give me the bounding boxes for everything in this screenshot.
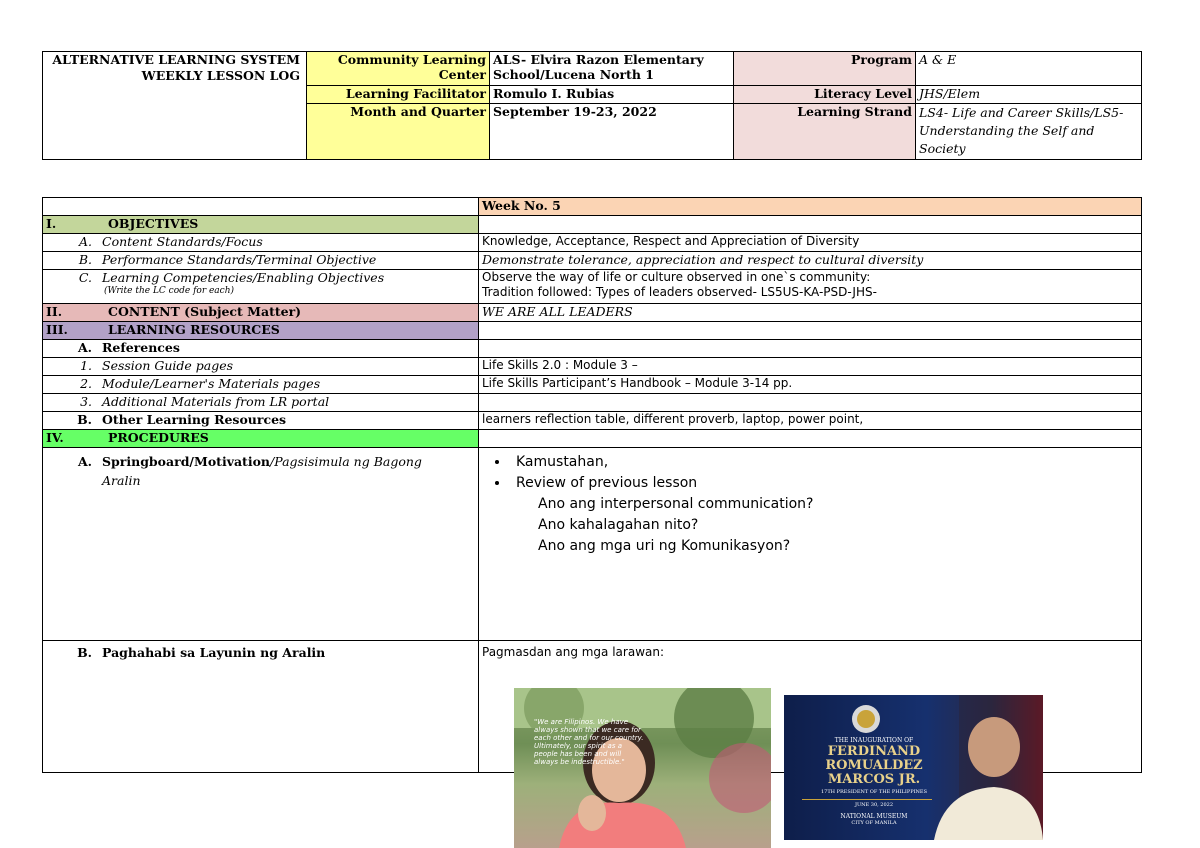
header-table	[42, 51, 1142, 160]
literacy-label: Literacy Level	[734, 86, 916, 104]
lesson-log-table	[42, 197, 1142, 773]
program-value: A & E	[916, 52, 1142, 86]
learning-competencies-label: C. Learning Competencies/Enabling Objectives (Write the LC code for each)	[43, 270, 479, 304]
clc-label: Community Learning Center	[307, 52, 490, 86]
inauguration-text: THE INAUGURATION OF FERDINAND ROMUALDEZ MARCOS JR. 17TH PRESIDENT OF THE PHILIPPINES JUNE 30, 2022 NATIONAL MUSEUM CITY OF MANILA	[820, 737, 928, 826]
content-value: WE ARE ALL LEADERS	[479, 304, 1142, 322]
content-standards-value: Knowledge, Acceptance, Respect and Appreciation of Diversity	[479, 234, 1142, 252]
springboard-label: A. Springboard/Motivation/Pagsisimula ng Bagong Aralin	[43, 448, 479, 641]
document-title	[43, 52, 307, 160]
springboard-value	[479, 448, 1142, 641]
paghahabi-value: Pagmasdan ang mga larawan:	[479, 641, 1142, 773]
literacy-value: JHS/Elem	[916, 86, 1142, 104]
facilitator-value: Romulo I. Rubias	[490, 86, 734, 104]
photo-illustration	[514, 688, 771, 848]
facilitator-label: Learning Facilitator	[307, 86, 490, 104]
other-resources-label: B. Other Learning Resources	[43, 412, 479, 430]
program-label: Program	[734, 52, 916, 86]
references-label: A. References	[43, 340, 479, 358]
additional-materials-label: 3. Additional Materials from LR portal	[43, 394, 479, 412]
paghahabi-label: B. Paghahabi sa Layunin ng Aralin	[43, 641, 479, 773]
week-number: Week No. 5	[479, 198, 1142, 216]
content-standards-label: A. Content Standards/Focus	[43, 234, 479, 252]
leader-photo-1	[514, 688, 771, 848]
week-blank-cell	[43, 198, 479, 216]
other-resources-value: learners reflection table, different proverb, laptop, power point,	[479, 412, 1142, 430]
strand-label: Learning Strand	[734, 104, 916, 160]
review-question: Ano ang interpersonal communication?	[538, 496, 814, 512]
photo-quote: "We are Filipinos. We have always shown that we care for each other and for our country. Ultimately, our spirit as a people has been and will always be indestructible."	[534, 718, 644, 766]
procedures-heading: IV. PROCEDURES	[43, 430, 479, 448]
lc-code-note: (Write the LC code for each)	[104, 286, 235, 296]
objectives-heading: I. OBJECTIVES	[43, 216, 479, 234]
review-question: Ano ang mga uri ng Komunikasyon?	[538, 538, 791, 554]
month-label: Month and Quarter	[307, 104, 490, 160]
title-line-2: WEEKLY LESSON LOG	[141, 68, 300, 83]
content-heading: II. CONTENT (Subject Matter)	[43, 304, 479, 322]
learning-competencies-value: Observe the way of life or culture observed in one`s community: Tradition followed: Types of leaders observed- LS5US-KA-PSD-JHS-	[479, 270, 1142, 304]
session-guide-value: Life Skills 2.0 : Module 3 –	[479, 358, 1142, 376]
month-value: September 19-23, 2022	[490, 104, 734, 160]
performance-standards-label: B. Performance Standards/Terminal Objective	[43, 252, 479, 270]
leader-photo-2	[784, 695, 1043, 840]
module-materials-label: 2. Module/Learner's Materials pages	[43, 376, 479, 394]
clc-value: ALS- Elvira Razon Elementary School/Lucena North 1	[490, 52, 734, 86]
title-line-1: ALTERNATIVE LEARNING SYSTEM	[52, 52, 300, 67]
session-guide-label: 1. Session Guide pages	[43, 358, 479, 376]
springboard-bullets	[482, 452, 1138, 494]
list-item: • Review of previous lesson	[510, 473, 1138, 494]
review-question: Ano kahalagahan nito?	[538, 517, 699, 533]
performance-standards-value: Demonstrate tolerance, appreciation and respect to cultural diversity	[479, 252, 1142, 270]
learning-resources-heading: III. LEARNING RESOURCES	[43, 322, 479, 340]
list-item: • Kamustahan,	[510, 452, 1138, 473]
strand-value: LS4- Life and Career Skills/LS5- Understanding the Self and Society	[916, 104, 1142, 160]
module-materials-value: Life Skills Participant’s Handbook – Module 3-14 pp.	[479, 376, 1142, 394]
